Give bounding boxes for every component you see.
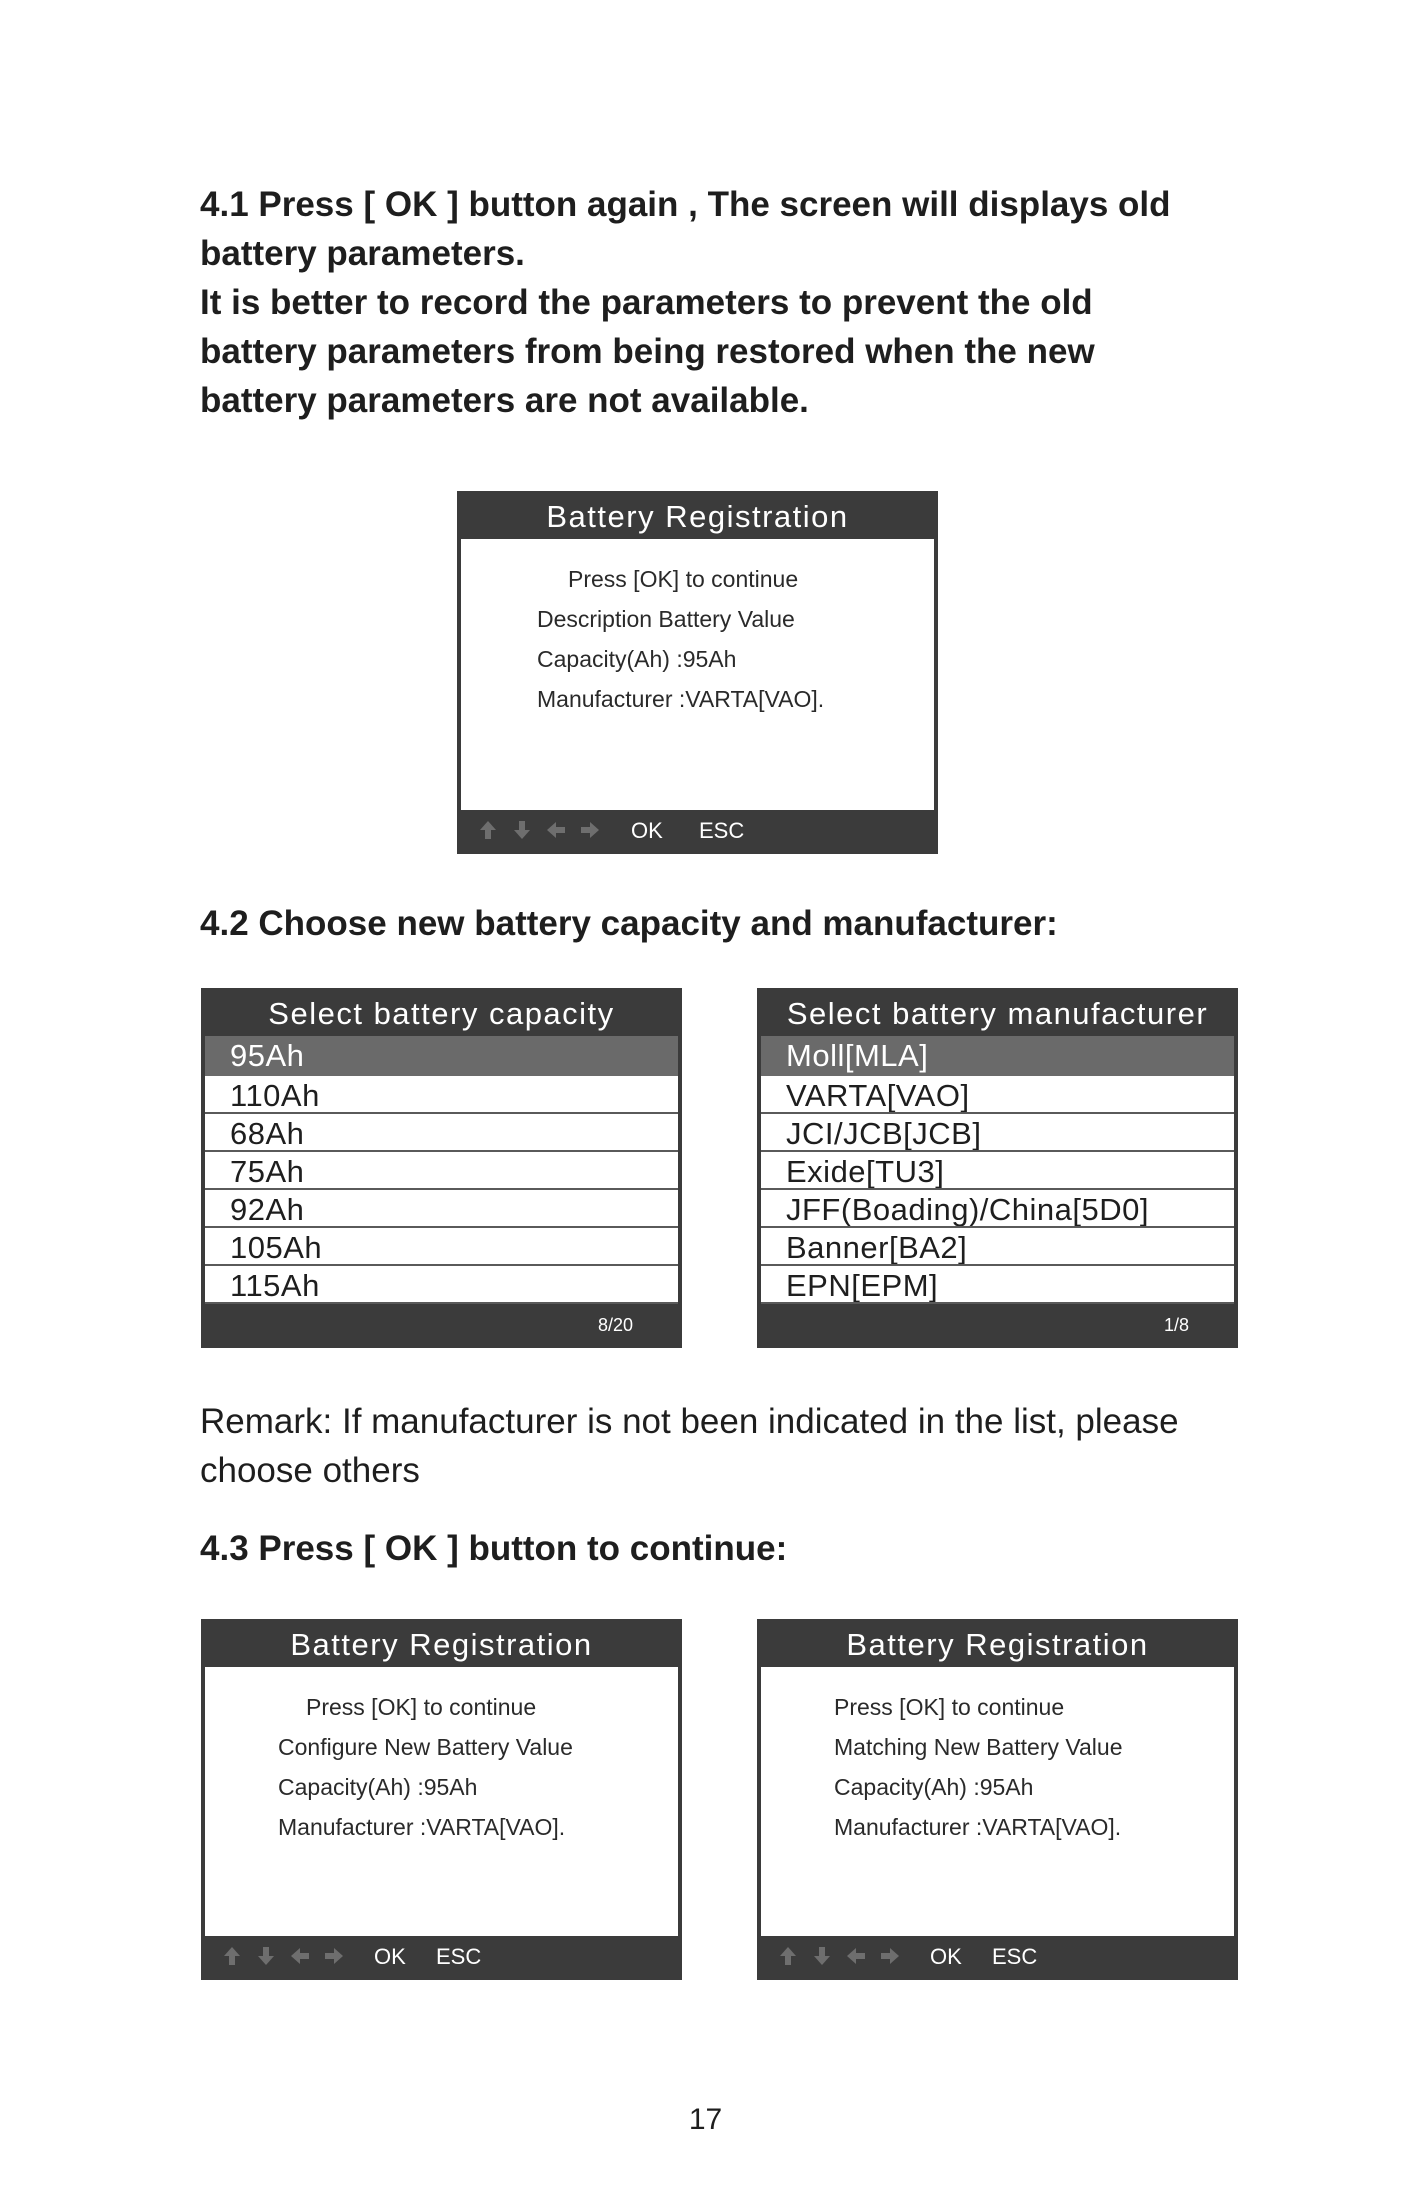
screen-line: Capacity(Ah) :95Ah — [834, 1774, 1034, 1800]
screen-footer — [205, 1936, 678, 1976]
list-item[interactable]: 68Ah — [205, 1114, 678, 1152]
arrow-right-icon[interactable] — [579, 819, 601, 841]
arrow-right-icon[interactable] — [323, 1945, 345, 1967]
arrow-left-icon[interactable] — [845, 1945, 867, 1967]
list-item[interactable]: Exide[TU3] — [761, 1152, 1234, 1190]
screen-footer — [205, 1304, 678, 1344]
screen-footer — [761, 1936, 1234, 1976]
page-indicator: 1/8 — [1163, 1315, 1189, 1335]
screen-title: Select battery capacity — [205, 992, 678, 1036]
text-line: battery parameters from being restored when the new — [200, 332, 1095, 371]
screen-body — [761, 1667, 1234, 1936]
list-item[interactable]: 105Ah — [205, 1228, 678, 1266]
heading: 4.3 Press [ OK ] button to continue: — [200, 1529, 788, 1568]
arrow-left-icon[interactable] — [545, 819, 567, 841]
arrow-keys — [777, 1945, 907, 1967]
ok-button[interactable]: OK — [631, 818, 663, 843]
list-item[interactable]: 115Ah — [205, 1266, 678, 1304]
page-indicator: 8/20 — [597, 1315, 633, 1335]
heading: 4.2 Choose new battery capacity and manufacturer: — [200, 904, 1058, 943]
esc-button[interactable]: ESC — [992, 1944, 1038, 1969]
manufacturer-list — [761, 1036, 1234, 1304]
screen-line: Press [OK] to continue — [568, 566, 799, 592]
arrow-left-icon[interactable] — [289, 1945, 311, 1967]
screen-footer — [761, 1304, 1234, 1344]
arrow-up-icon[interactable] — [477, 819, 499, 841]
screen-footer — [461, 810, 934, 850]
arrow-up-icon[interactable] — [221, 1945, 243, 1967]
esc-button[interactable]: ESC — [699, 818, 745, 843]
list-item[interactable]: Banner[BA2] — [761, 1228, 1234, 1266]
screen-line: Capacity(Ah) :95Ah — [537, 646, 737, 672]
screen-title: Battery Registration — [761, 1623, 1234, 1667]
screen-line: Configure New Battery Value — [278, 1734, 573, 1760]
screen-line: Manufacturer :VARTA[VAO]. — [834, 1814, 1122, 1840]
list-item[interactable]: JFF(Boading)/China[5D0] — [761, 1190, 1234, 1228]
remark-text — [200, 1397, 1250, 1495]
screen-line: Description Battery Value — [537, 606, 795, 632]
list-item[interactable]: VARTA[VAO] — [761, 1076, 1234, 1114]
list-item[interactable]: 110Ah — [205, 1076, 678, 1114]
text-line: 4.1 Press [ OK ] button again , The screen will displays old — [200, 185, 1171, 224]
screen-body — [461, 539, 934, 810]
list-item[interactable]: 95Ah — [205, 1036, 678, 1076]
arrow-keys — [221, 1945, 351, 1967]
page-number: 17 — [688, 2103, 723, 2136]
list-item[interactable]: Moll[MLA] — [761, 1036, 1234, 1076]
screen-line: Manufacturer :VARTA[VAO]. — [537, 686, 825, 712]
capacity-list-screen — [201, 988, 682, 1348]
arrow-keys — [477, 819, 607, 841]
screen-line: Manufacturer :VARTA[VAO]. — [278, 1814, 566, 1840]
text-line: choose others — [200, 1451, 420, 1490]
screen-body — [205, 1667, 678, 1936]
list-item[interactable]: EPN[EPM] — [761, 1266, 1234, 1304]
list-item[interactable]: JCI/JCB[JCB] — [761, 1114, 1234, 1152]
list-item[interactable]: 92Ah — [205, 1190, 678, 1228]
screen-line: Press [OK] to continue — [834, 1694, 1065, 1720]
text-line: battery parameters. — [200, 234, 525, 273]
screen-title: Select battery manufacturer — [761, 992, 1234, 1036]
capacity-list — [205, 1036, 678, 1304]
arrow-down-icon[interactable] — [811, 1945, 833, 1967]
arrow-right-icon[interactable] — [879, 1945, 901, 1967]
esc-button[interactable]: ESC — [436, 1944, 482, 1969]
section-4-1-text — [200, 180, 1250, 425]
list-item[interactable]: 75Ah — [205, 1152, 678, 1190]
arrow-down-icon[interactable] — [511, 819, 533, 841]
section-4-2-heading — [200, 899, 1250, 948]
arrow-down-icon[interactable] — [255, 1945, 277, 1967]
screen-old-battery — [457, 491, 938, 854]
ok-button[interactable]: OK — [374, 1944, 406, 1969]
section-4-3-heading — [200, 1524, 1250, 1573]
manufacturer-list-screen — [757, 988, 1238, 1348]
text-line: battery parameters are not available. — [200, 381, 809, 420]
screen-line: Capacity(Ah) :95Ah — [278, 1774, 478, 1800]
text-line: Remark: If manufacturer is not been indicated in the list, please — [200, 1402, 1179, 1441]
screen-title: Battery Registration — [205, 1623, 678, 1667]
arrow-up-icon[interactable] — [777, 1945, 799, 1967]
screen-configure — [201, 1619, 682, 1980]
ok-button[interactable]: OK — [930, 1944, 962, 1969]
screen-title: Battery Registration — [461, 495, 934, 539]
screen-line: Press [OK] to continue — [306, 1694, 537, 1720]
screen-matching — [757, 1619, 1238, 1980]
screen-line: Matching New Battery Value — [834, 1734, 1123, 1760]
text-line: It is better to record the parameters to prevent the old — [200, 283, 1093, 322]
